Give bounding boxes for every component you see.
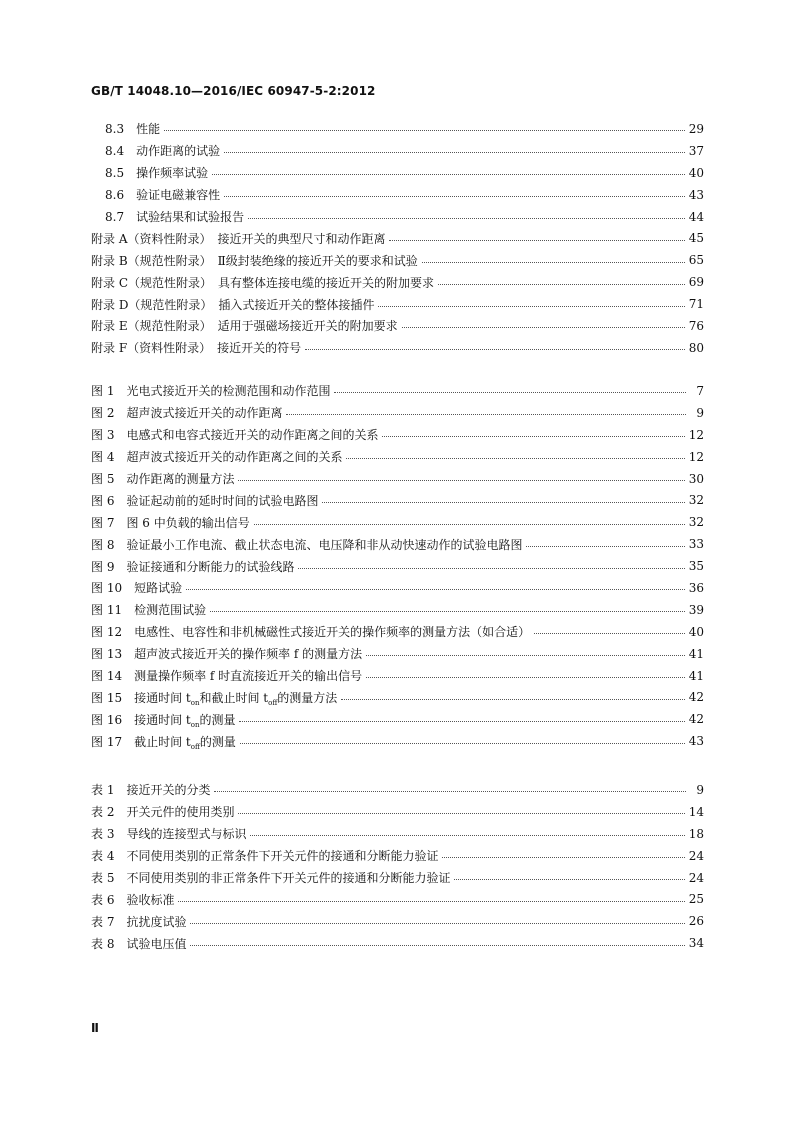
figure-entry[interactable] — [91, 730, 704, 752]
page-number-ref: 29 — [688, 121, 704, 136]
figure-entry[interactable] — [91, 424, 704, 446]
toc-entry-label: 8.7 试验结果和试验报告 — [105, 210, 245, 224]
dot-leader — [238, 480, 684, 481]
toc-entry-label: 8.4 动作距离的试验 — [105, 144, 221, 159]
contents-list — [91, 118, 704, 359]
toc-entry[interactable] — [91, 184, 704, 206]
dot-leader — [298, 568, 684, 569]
dot-leader — [378, 306, 684, 307]
page-number-ref: 41 — [688, 646, 704, 661]
subscript: on — [190, 698, 200, 707]
page-number-ref: 42 — [688, 712, 704, 727]
figure-entry[interactable] — [91, 686, 704, 708]
page-number-ref: 12 — [688, 427, 704, 442]
dot-leader — [438, 284, 685, 285]
toc-entry-label: 8.5 操作频率试验 — [105, 166, 209, 181]
page-number-ref: 32 — [688, 515, 704, 530]
dot-leader — [341, 699, 684, 700]
figure-entry-label: 图 11 检测范围试验 — [91, 603, 207, 618]
page-number-ref: 14 — [688, 804, 704, 819]
toc-entry-label: 附录 E（规范性附录） 适用于强磁场接近开关的附加要求 — [91, 319, 398, 334]
figure-entry-label: 图 2 超声波式接近开关的动作距离 — [91, 406, 283, 421]
figure-entry-label: 图 16 接通时间 ton的测量 — [91, 712, 236, 729]
page-number-ref: 39 — [688, 602, 704, 617]
toc-entry-label: 8.6 验证电磁兼容性 — [105, 188, 221, 203]
table-entry-label: 表 2 开关元件的使用类别 — [91, 805, 235, 820]
subscript: off — [268, 698, 278, 707]
dot-leader — [534, 633, 685, 634]
page-number-ref: 42 — [688, 690, 704, 705]
figure-entry[interactable] — [91, 621, 704, 643]
page-number-ref: 76 — [688, 318, 704, 333]
figure-entry-label: 图 10 短路试验 — [91, 581, 183, 596]
dot-leader — [322, 502, 684, 503]
figure-entry[interactable] — [91, 468, 704, 490]
figures-list — [91, 380, 704, 752]
dot-leader — [239, 721, 684, 722]
dot-leader — [186, 589, 685, 590]
dot-leader — [254, 524, 685, 525]
figure-entry[interactable] — [91, 555, 704, 577]
table-entry-label: 表 8 试验电压值 — [91, 936, 187, 951]
dot-leader — [250, 835, 684, 836]
dot-leader — [286, 414, 686, 415]
figure-entry-label: 图 15 接通时间 ton和截止时间 toff的测量方法 — [91, 690, 338, 707]
figure-entry[interactable] — [91, 380, 704, 402]
dot-leader — [190, 945, 684, 946]
page-number-ref: 44 — [688, 209, 704, 224]
table-entry[interactable] — [91, 932, 704, 954]
page-number-ref: 45 — [688, 231, 704, 246]
toc-entry-label: 附录 B（规范性附录） Ⅱ级封装绝缘的接近开关的要求和试验 — [91, 253, 418, 268]
figure-entry-label: 图 7 图 6 中负载的输出信号 — [91, 515, 250, 530]
toc-entry[interactable] — [91, 293, 704, 315]
figure-entry-label: 图 13 超声波式接近开关的操作频率 f 的测量方法 — [91, 647, 363, 662]
subscript: off — [190, 742, 200, 751]
subscript: on — [190, 720, 200, 729]
figure-entry-label: 图 4 超声波式接近开关的动作距离之间的关系 — [91, 450, 343, 465]
page-number: Ⅱ — [91, 1021, 99, 1035]
table-entry[interactable] — [91, 779, 704, 801]
page-number-ref: 33 — [688, 537, 704, 552]
table-entry[interactable] — [91, 801, 704, 823]
table-entry[interactable] — [91, 867, 704, 889]
figure-entry[interactable] — [91, 533, 704, 555]
page-number-ref: 9 — [696, 782, 704, 797]
figure-entry[interactable] — [91, 665, 704, 687]
figure-entry[interactable] — [91, 511, 704, 533]
figure-entry[interactable] — [91, 599, 704, 621]
dot-leader — [526, 546, 684, 547]
dot-leader — [366, 655, 685, 656]
table-entry-label: 表 4 不同使用类别的正常条件下开关元件的接通和分断能力验证 — [91, 849, 439, 864]
dot-leader — [402, 327, 685, 328]
page-number-ref: 35 — [688, 559, 704, 574]
table-entry[interactable] — [91, 888, 704, 910]
dot-leader — [334, 392, 686, 393]
toc-entry-label: 附录 C（规范性附录） 具有整体连接电缆的接近开关的附加要求 — [91, 275, 434, 290]
page-number-ref: 9 — [696, 405, 704, 420]
page-number-ref: 36 — [688, 580, 704, 595]
table-entry-label: 表 6 验收标准 — [91, 892, 175, 907]
figure-entry[interactable] — [91, 446, 704, 468]
toc-entry-label: 附录 F（资料性附录） 接近开关的符号 — [91, 341, 302, 356]
page-number-ref: 18 — [688, 826, 704, 841]
page-number-ref: 32 — [688, 493, 704, 508]
page-number-ref: 80 — [688, 340, 704, 355]
figure-entry-label: 图 17 截止时间 toff的测量 — [91, 734, 236, 751]
table-entry[interactable] — [91, 845, 704, 867]
page-number-ref: 7 — [696, 383, 704, 398]
dot-leader — [346, 458, 684, 459]
dot-leader — [210, 611, 685, 612]
dot-leader — [305, 349, 685, 350]
figure-entry[interactable] — [91, 708, 704, 730]
figure-entry[interactable] — [91, 577, 704, 599]
toc-entry[interactable] — [91, 337, 704, 359]
table-entry-label: 表 5 不同使用类别的非正常条件下开关元件的接通和分断能力验证 — [91, 871, 451, 885]
toc-entry[interactable] — [91, 249, 704, 271]
dot-leader — [212, 174, 685, 175]
figure-entry-label: 图 9 验证接通和分断能力的试验线路 — [91, 559, 295, 574]
page-number-ref: 24 — [688, 870, 704, 885]
dot-leader — [164, 130, 685, 131]
figure-entry[interactable] — [91, 643, 704, 665]
page-number-ref: 26 — [688, 914, 704, 929]
figure-entry[interactable] — [91, 489, 704, 511]
page-number-ref: 34 — [688, 936, 704, 951]
dot-leader — [366, 677, 685, 678]
table-entry-label: 表 1 接近开关的分类 — [91, 783, 211, 798]
page-number-ref: 41 — [688, 668, 704, 683]
dot-leader — [389, 240, 684, 241]
toc-entry-label: 附录 D（规范性附录） 插入式接近开关的整体接插件 — [91, 297, 375, 312]
table-entry[interactable] — [91, 823, 704, 845]
toc-entry-label: 8.3 性能 — [105, 122, 161, 137]
dot-leader — [454, 879, 684, 880]
page-number-ref: 12 — [688, 449, 704, 464]
toc-entry-label: 附录 A（资料性附录） 接近开关的典型尺寸和动作距离 — [91, 231, 386, 246]
page-number-ref: 65 — [688, 253, 704, 268]
tables-list — [91, 779, 704, 954]
figure-entry-label: 图 5 动作距离的测量方法 — [91, 472, 235, 486]
page-number-ref: 30 — [688, 471, 704, 486]
toc-entry[interactable] — [91, 162, 704, 184]
table-entry-label: 表 3 导线的连接型式与标识 — [91, 827, 247, 842]
dot-leader — [238, 813, 684, 814]
toc-entry[interactable] — [91, 315, 704, 337]
page-number-ref: 71 — [688, 297, 704, 312]
figure-entry-label: 图 12 电感性、电容性和非机械磁性式接近开关的操作频率的测量方法（如合适） — [91, 625, 531, 640]
page-number-ref: 43 — [688, 187, 704, 202]
figure-entry-label: 图 1 光电式接近开关的检测范围和动作范围 — [91, 384, 331, 399]
toc-entry[interactable] — [91, 118, 704, 140]
toc-entry[interactable] — [91, 206, 704, 228]
page-number-ref: 40 — [688, 165, 704, 180]
page-number-ref: 37 — [688, 143, 704, 158]
dot-leader — [248, 218, 685, 219]
figure-entry-label: 图 8 验证最小工作电流、截止状态电流、电压降和非从动快速动作的试验电路图 — [91, 537, 523, 552]
page-number-ref: 40 — [688, 624, 704, 639]
table-entry-label: 表 7 抗扰度试验 — [91, 914, 187, 929]
toc-entry[interactable] — [91, 227, 704, 249]
page-number-ref: 69 — [688, 275, 704, 290]
dot-leader — [224, 196, 685, 197]
dot-leader — [442, 857, 684, 858]
page-number-ref: 24 — [688, 848, 704, 863]
dot-leader — [224, 152, 685, 153]
dot-leader — [382, 436, 684, 437]
dot-leader — [422, 262, 685, 263]
page-number-ref: 43 — [688, 734, 704, 749]
page-number-ref: 25 — [688, 892, 704, 907]
figure-entry-label: 图 14 测量操作频率 f 时直流接近开关的输出信号 — [91, 669, 363, 684]
dot-leader — [240, 743, 685, 744]
figure-entry-label: 图 3 电感式和电容式接近开关的动作距离之间的关系 — [91, 428, 379, 443]
toc-entry[interactable] — [91, 271, 704, 293]
document-header: GB/T 14048.10—2016/IEC 60947-5-2:2012 — [91, 84, 376, 98]
dot-leader — [190, 923, 684, 924]
dot-leader — [178, 901, 684, 902]
figure-entry-label: 图 6 验证起动前的延时时间的试验电路图 — [91, 493, 319, 508]
toc-entry[interactable] — [91, 140, 704, 162]
table-entry[interactable] — [91, 910, 704, 932]
figure-entry[interactable] — [91, 402, 704, 424]
dot-leader — [214, 791, 686, 792]
